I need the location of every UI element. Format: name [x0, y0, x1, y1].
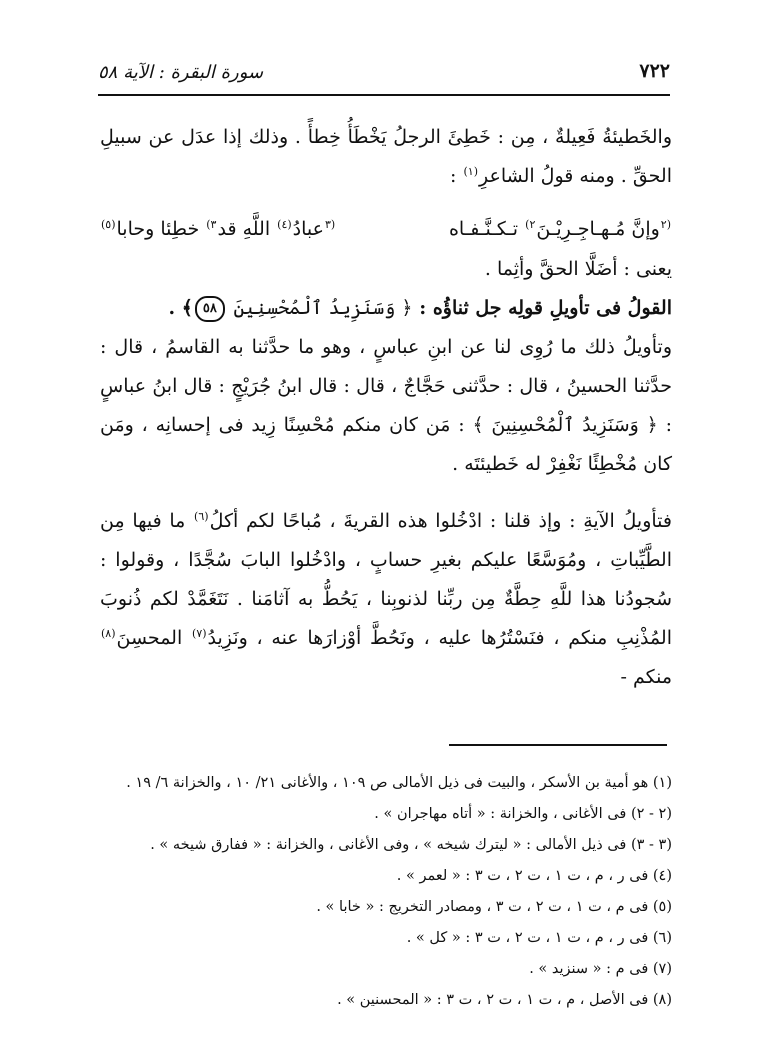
footnote-8: (٨) فى الأصل ، م ، ت ١ ، ت ٢ ، ت ٣ : « المحسنين » .: [337, 992, 672, 1008]
section-heading: القولُ فى تأويلِ قولِه جل ثناؤُه : ﴿ وَسَنَزِيدُ ٱلْمُحْسِنِينَ ٥٨﴾ .: [100, 289, 672, 328]
paragraph-4: فتأويلُ الآيةِ : وإذ قلنا : ادْخُلوا هذه القريةَ ، مُباحًا لكم أكلُ$^{(٦)}$ ما فيها مِن الطَّيِّباتِ ، ومُوَسَّعًا عليكم بغيرِ حسابٍ ، وادْخُلوا البابَ سُجَّدًا ، وقولوا : سُجودُنا هذا للَّهِ حِطَّةٌ مِن ربِّنا لذنوبِنا ، يَحُطُّ به آثامَنا . نَتَغَمَّدْ لكم ذُنوبَ المُذْنِبِ منكم ، فنَسْتُرُها عليه ، ونَحُطَّ أوْزارَها عنه ، ونَزِيدُ$^{(٧)}$ المحسِنَ$^{(٨)}$ منكم -: [100, 509, 672, 688]
footnote-6: (٦) فى ر ، م ، ت ١ ، ت ٢ ، ت ٣ : « كل » .: [406, 930, 672, 946]
footnote-1: (١) هو أمية بن الأسكر ، والبيت فى ذيل الأمالى ص ١٠٩ ، والأغانى ٢١/ ١٠ ، والخزانة ٦/ ١٩ .: [126, 775, 672, 791]
paragraph-2: يعنى : أضَلَّا الحقَّ وأثِما .: [484, 258, 672, 280]
footnote-ref-1: (١): [463, 164, 479, 178]
paragraph-3: وتأويلُ ذلك ما رُوِى لنا عن ابنِ عباسٍ ، وهو ما حدَّثنا به القاسمُ ، قال : حدَّثنا الحسينُ ، قال : حدَّثنى حَجَّاجٌ ، قال : قال ابنُ جُرَيْجٍ : قال ابنُ عباسٍ : ﴿ وَسَنَزِيدُ ٱلْمُحْسِنِينَ ﴾ : مَن كان منكم مُحْسِنًا زِيد فى إحسانِه ، ومَن كان مُخْطِئًا نَغْفِرْ له خَطيئتَه .: [100, 336, 672, 475]
footnote-divider: [449, 744, 667, 746]
verse-first-hemistich: $^{(٢}$وإنَّ مُـهـاجِـرِيْـنَ$^{٢)}$ تـكـنَّـفـاه: [448, 217, 671, 240]
footnote-7: (٧) فى م : « سنزيد » .: [529, 961, 672, 977]
running-title: سورة البقرة : الآية ٥٨: [98, 62, 264, 83]
poetry-verse: [100, 202, 672, 250]
footnote-2: (٢ - ٢) فى الأغانى ، والخزانة : « أتاه مهاجران » .: [374, 806, 672, 822]
footnote-5: (٥) فى م ، ت ١ ، ت ٢ ، ت ٣ ، ومصادر التخريج : « خابا » .: [316, 899, 672, 915]
footnotes: [90, 768, 672, 1016]
footnote-4: (٤) فى ر ، م ، ت ١ ، ت ٢ ، ت ٣ : « لعمر » .: [396, 868, 672, 884]
footnote-3: (٣ - ٣) فى ذيل الأمالى : « ليترك شيخه » ، وفى الأغانى ، والخزانة : « ففارق شيخه » .: [150, 837, 672, 853]
page-number: ٧٢٢: [639, 60, 670, 82]
page-header: [98, 58, 670, 96]
ayah-number-badge: ٥٨: [195, 296, 225, 322]
main-text: [100, 118, 672, 697]
verse-second-hemistich: $^{(٣}$عبادُ$^{(٤)}$ اللَّهِ قد$^{٣)}$ خطِئا وحابا$^{(٥)}$: [101, 217, 336, 240]
quran-quote: ﴿ وَسَنَزِيدُ ٱلْمُحْسِنِينَ: [233, 297, 413, 319]
paragraph-1: والخَطيئةُ فَعِيلةٌ ، مِن : خَطِئَ الرجلُ يَخْطَأُ خِطأً . وذلك إذا عدَل عن سبيلِ الحقِّ . ومنه قولُ الشاعرِ$^{(١)}$ :: [100, 126, 672, 187]
